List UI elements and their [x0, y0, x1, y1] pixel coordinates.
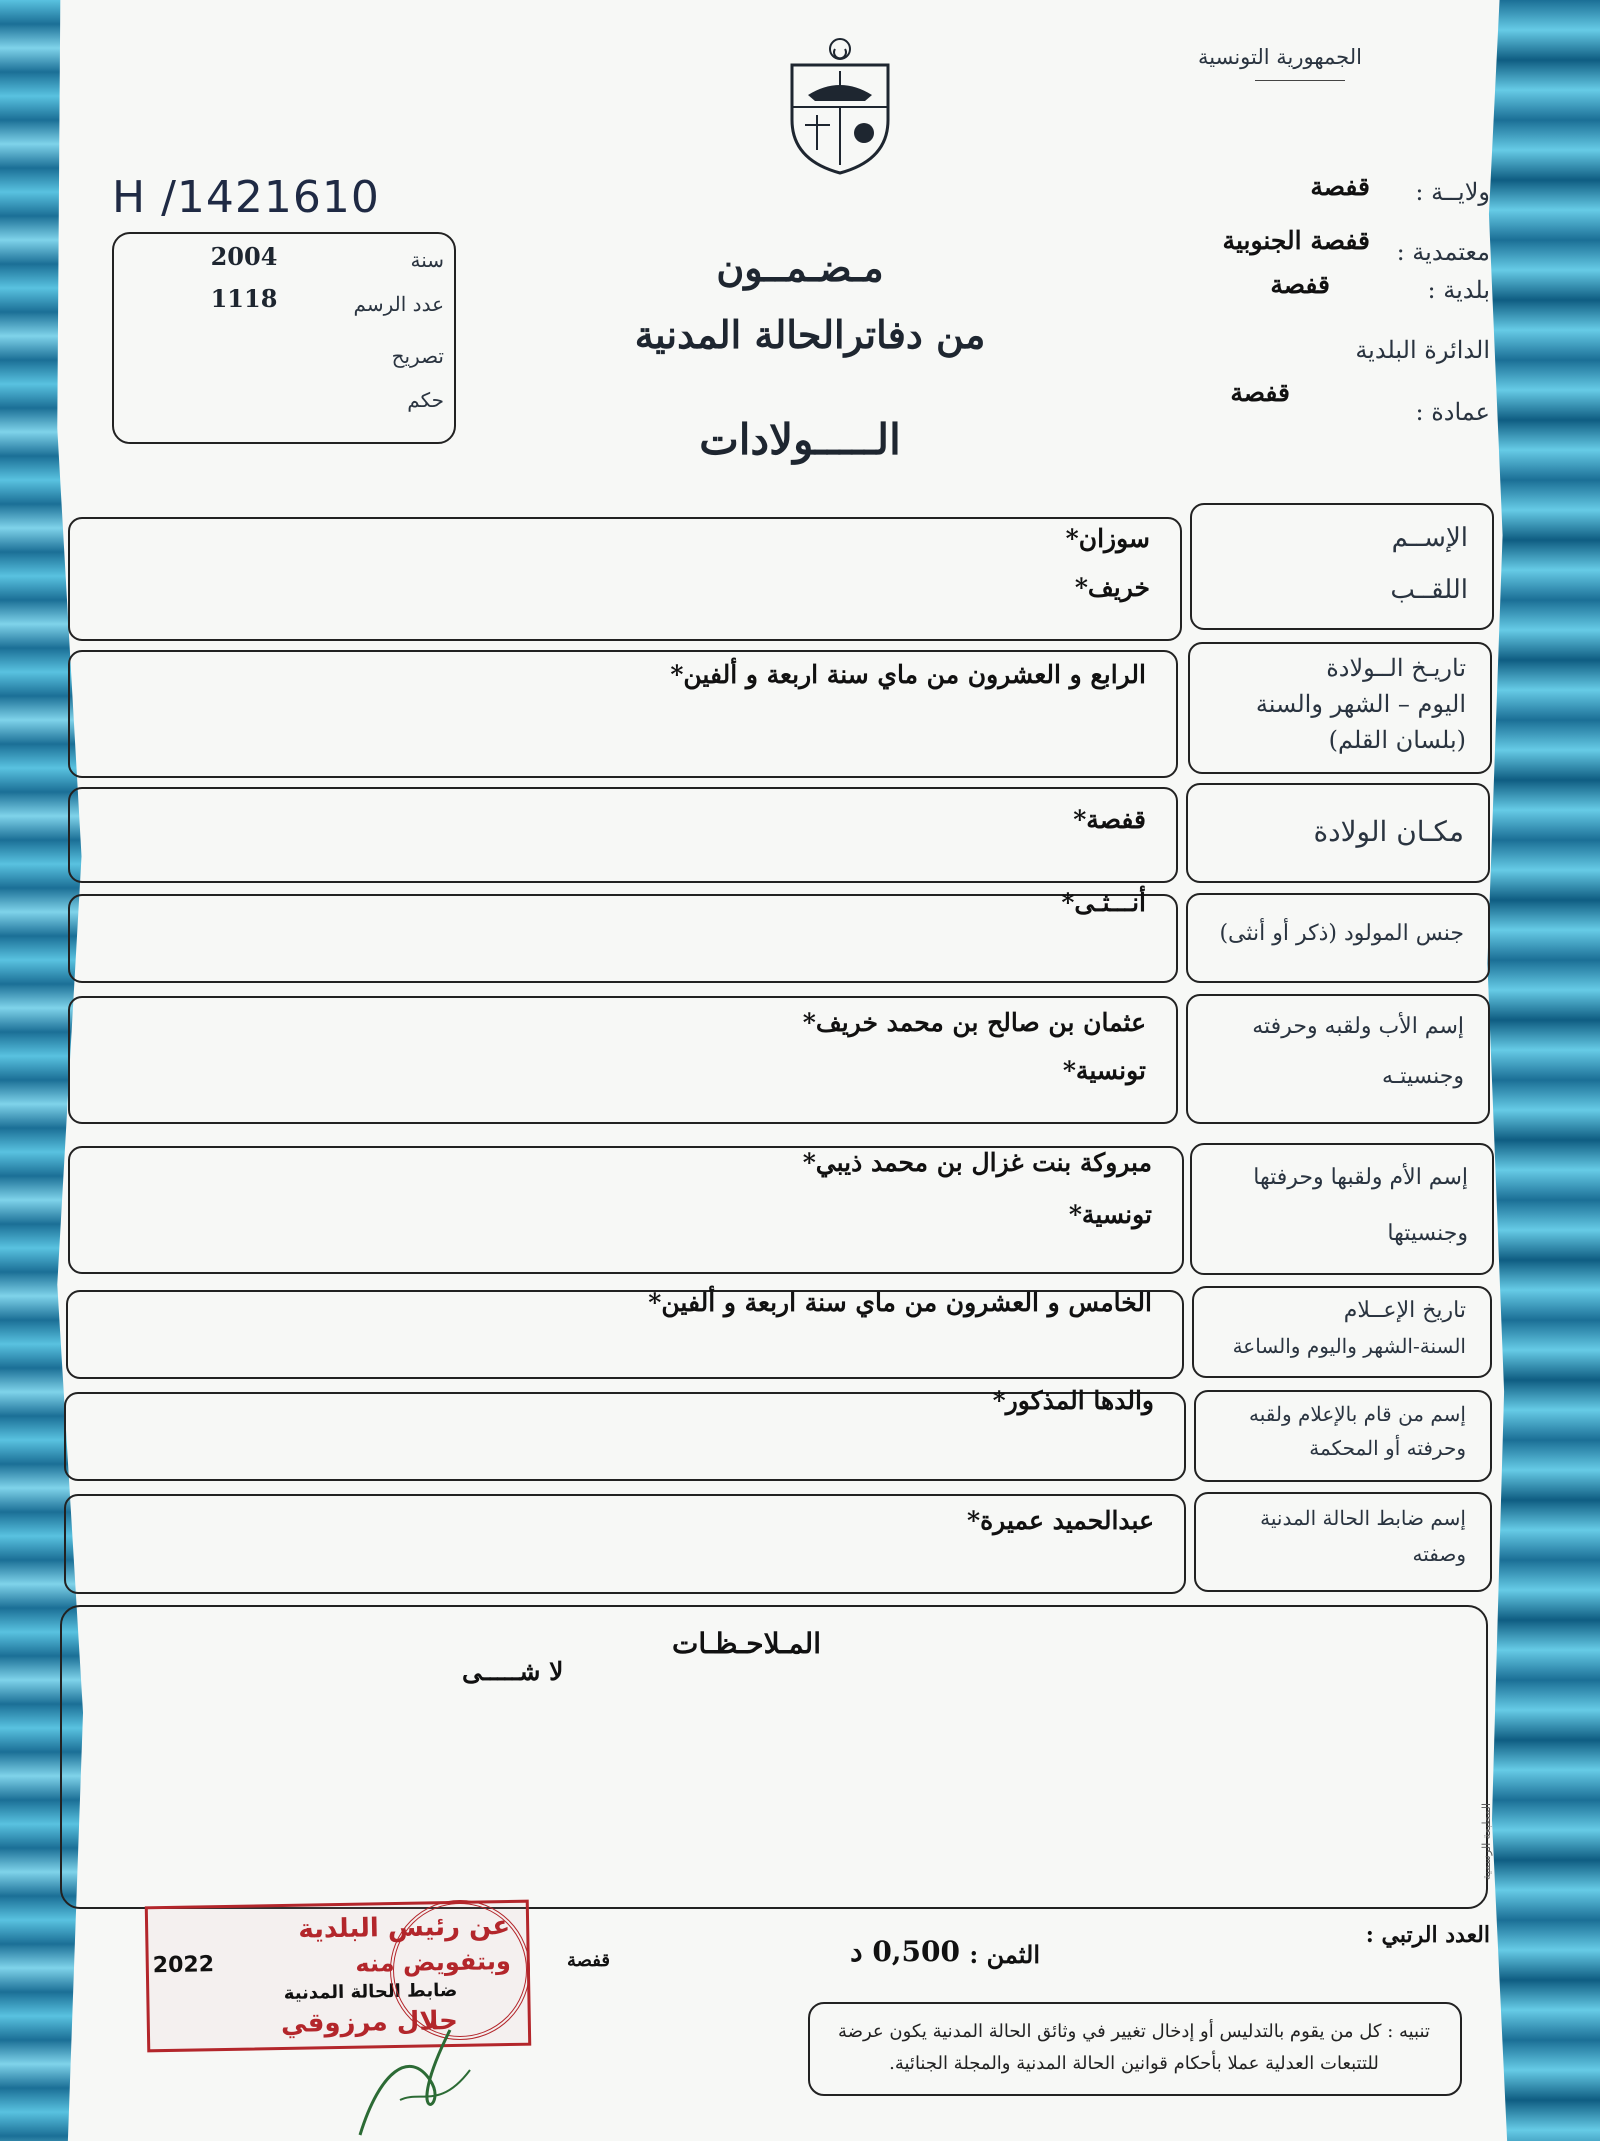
title-extract: مـضـمــون — [716, 245, 884, 290]
municipality-label: بلدية : — [1427, 276, 1490, 304]
sex-value: أنـــثـى* — [1061, 888, 1146, 917]
sector-value: قفصة — [1230, 378, 1290, 407]
father-label: إسم الأب ولقبه وحرفته — [1252, 1014, 1464, 1039]
record-number-value: 1118 — [210, 284, 278, 313]
sector-label: عمادة : — [1415, 398, 1490, 426]
father-label-box — [1186, 994, 1490, 1124]
year-value: 2004 — [210, 242, 278, 271]
name-value-box — [68, 517, 1182, 641]
title-births: الـــــولادات — [699, 415, 901, 464]
republic-underline — [1255, 80, 1345, 81]
birth-place-value-box — [68, 787, 1178, 883]
title-civil-registry: من دفاترالحالة المدنية — [634, 312, 986, 357]
stamp-line1: عن رئيس البلدية — [298, 1910, 511, 1945]
declaration-date-sublabel: السنة-الشهر واليوم والساعة — [1232, 1334, 1466, 1358]
birth-place-value: قفصة* — [1073, 805, 1146, 834]
birth-date-note: (بلسان القلم) — [1328, 726, 1466, 754]
tunisia-coat-of-arms-icon — [780, 35, 900, 175]
registration-box — [112, 232, 456, 444]
delegation-label: معتمدية : — [1396, 238, 1490, 266]
father-nationality-label: وجنسيتـه — [1381, 1064, 1464, 1089]
stamp-line3: ضابط الحالة المدنية — [283, 1979, 458, 2004]
declaration-label: تصريح — [391, 344, 444, 368]
remarks-value: لا شـــــى — [462, 1657, 564, 1686]
birth-date-sublabel: اليوم – الشهر والسنة — [1255, 690, 1466, 718]
legal-notice-box — [808, 2002, 1462, 2096]
declarant-value-box — [64, 1386, 1186, 1481]
year-label: سنة — [410, 248, 444, 272]
registrar-label-box — [1194, 1492, 1492, 1592]
birth-place-label: مكـان الولادة — [1313, 815, 1464, 848]
sex-label: جنس المولود (ذكر أو أنثى) — [1219, 921, 1464, 946]
remarks-box — [60, 1605, 1488, 1909]
first-name-label: الإســم — [1391, 523, 1468, 553]
stamp-officer-name: جلال مرزوقي — [280, 2005, 459, 2039]
serial-number-label: العدد الرتبي : — [1365, 1922, 1490, 1948]
municipal-circle-label: الدائرة البلدية — [1355, 336, 1490, 364]
governorate-value: قفصة — [1310, 172, 1370, 201]
sex-value-box — [68, 888, 1178, 983]
governorate-label: ولايــة : — [1415, 178, 1490, 206]
judgment-label: حكم — [407, 388, 444, 412]
registrar-label: إسم ضابط الحالة المدنية — [1260, 1506, 1466, 1530]
printer-mark: المطبعة الرسمية — [1480, 1802, 1493, 1880]
mother-value-box — [68, 1146, 1184, 1274]
registrar-value: عبدالحميد عميرة* — [967, 1506, 1154, 1535]
republic-name: الجمهورية التونسية — [1198, 45, 1362, 69]
declarant-label: إسم من قام بالإعلام ولقبه — [1249, 1402, 1466, 1426]
declarant-sublabel: وحرفته أو المحكمة — [1309, 1436, 1466, 1460]
birth-date-label: تاريـخ الــولادة — [1326, 654, 1466, 682]
mother-label: إسم الأم ولقبها وحرفتها — [1253, 1165, 1468, 1190]
record-number-label: عدد الرسم — [353, 292, 444, 316]
mother-name-value: مبروكة بنت غزال بن محمد ذيبي* — [802, 1148, 1152, 1177]
delegation-value: قفصة الجنوبية — [1222, 226, 1370, 255]
registrar-sublabel: وصفته — [1412, 1542, 1466, 1566]
declarant-value: والدها المذكور* — [992, 1386, 1154, 1415]
mother-nationality-value: تونسية* — [1068, 1200, 1152, 1229]
sex-label-box — [1186, 893, 1490, 983]
birth-date-value: الرابع و العشرون من ماي سنة اربعة و ألفين* — [670, 660, 1146, 689]
price-label: الثمن : — [969, 1940, 1040, 1969]
declaration-date-label: تاريخ الإعــلام — [1343, 1298, 1466, 1323]
birth-date-value-box — [68, 650, 1178, 778]
remarks-label: المـلاحـظـات — [672, 1627, 821, 1660]
declarant-label-box — [1194, 1390, 1492, 1482]
registrar-value-box — [64, 1494, 1186, 1594]
declaration-date-value: الخامس و العشرون من ماي سنة اربعة و ألفين* — [648, 1288, 1152, 1317]
surname-value: خريف* — [1074, 573, 1150, 602]
father-value-box — [68, 996, 1178, 1124]
father-name-value: عثمان بن صالح بن محمد خريف* — [802, 1008, 1146, 1037]
declaration-date-label-box — [1192, 1286, 1492, 1378]
first-name-value: سوزان* — [1065, 524, 1150, 553]
price-value: 0,500 د — [850, 1935, 960, 1968]
mother-label-box — [1190, 1143, 1494, 1275]
surname-label: اللقــب — [1390, 575, 1468, 605]
stamp-line2: وبتفويض منه — [355, 1946, 512, 1978]
signature-icon — [340, 2010, 480, 2141]
issue-place: قفصة — [567, 1950, 610, 1971]
declaration-date-value-box — [66, 1290, 1184, 1379]
municipality-value: قفصة — [1270, 270, 1330, 299]
father-nationality-value: تونسية* — [1062, 1056, 1146, 1085]
name-label-box — [1190, 503, 1494, 630]
document-serial-number: H /1421610 — [112, 172, 380, 223]
stamp-year: 2022 — [152, 1952, 215, 1979]
mother-nationality-label: وجنسيتها — [1387, 1221, 1468, 1246]
legal-notice-text: تنبيه : كل من يقوم بالتدليس أو إدخال تغيير في وثائق الحالة المدنية يكون عرضة للتتبعات العدلية عملا بأحكام قوانين الحالة المدنية والمجلة الجنائية. — [838, 2021, 1430, 2074]
birth-date-label-box — [1188, 642, 1492, 774]
birth-place-label-box — [1186, 783, 1490, 883]
